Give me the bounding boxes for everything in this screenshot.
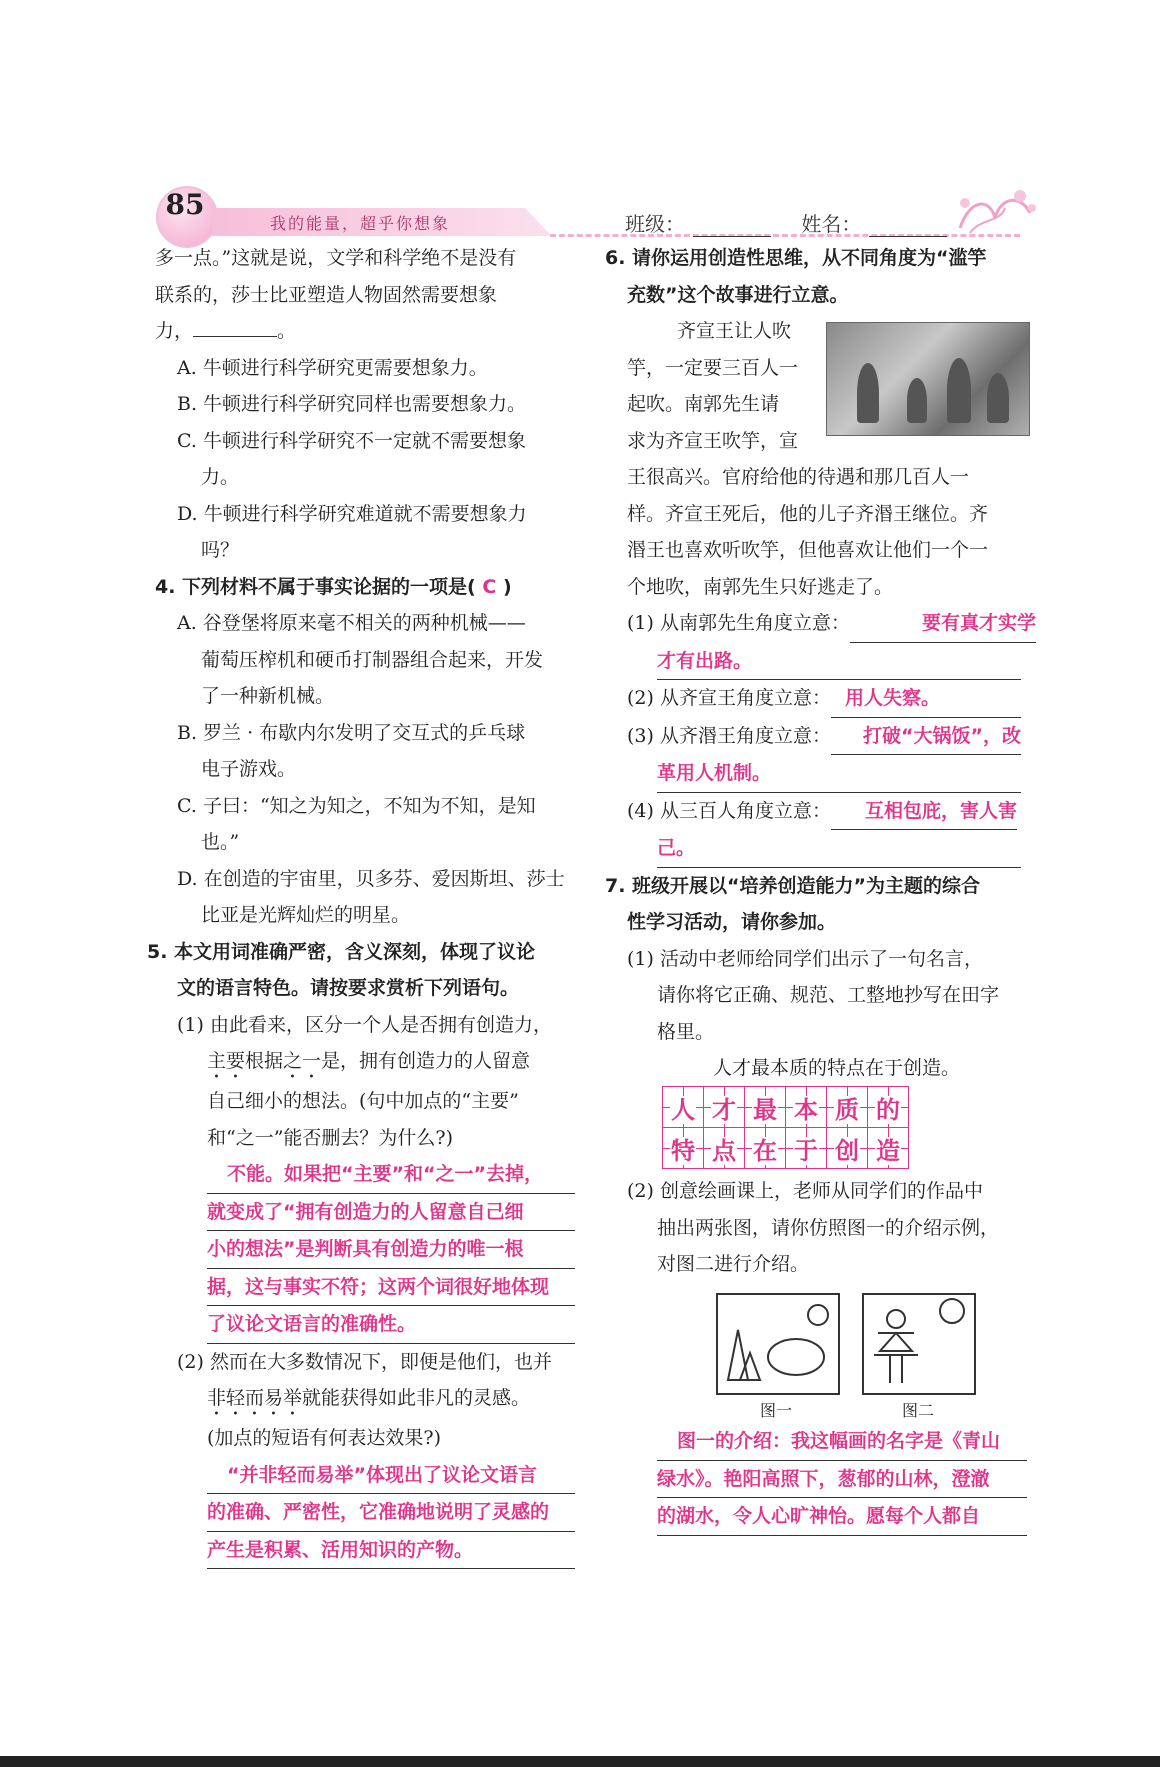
- q5-stem: 5. 本文用词准确严密，含义深刻，体现了议论: [147, 940, 536, 963]
- q7-1-text: (1) 活动中老师给同学们出示了一句名言，: [627, 947, 983, 970]
- class-name-fields: [625, 208, 947, 237]
- class-blank[interactable]: [693, 218, 771, 237]
- q7-1-text: 请你将它正确、规范、工整地抄写在田字: [657, 984, 1000, 1006]
- tianzige-grid: [662, 1086, 909, 1169]
- option-b: B. 牛顿进行科学研究同样也需要想象力。: [177, 393, 527, 415]
- grid-char: 本: [794, 1095, 818, 1124]
- story-text: 求为齐宣王吹竽，宣: [627, 429, 799, 452]
- q5-2-text: (2) 然而在大多数情况下，即便是他们，也并: [177, 1350, 552, 1373]
- option-a: A. 牛顿进行科学研究更需要想象力。: [177, 356, 488, 379]
- answer-line: 的准确、严密性，它准确地说明了灵感的: [207, 1494, 575, 1532]
- answer-line: 产生是积累、活用知识的产物。: [207, 1532, 575, 1570]
- q7-2-text: 抽出两张图，请你仿照图一的介绍示例，: [657, 1216, 1000, 1239]
- left-column: [147, 240, 580, 1569]
- grid-char: 于: [794, 1136, 818, 1165]
- q5-2-answer: [155, 1457, 580, 1495]
- answer-line: 了议论文语言的准确性。: [207, 1306, 575, 1344]
- q7-stem-cont: 性学习活动，请你参加。: [627, 911, 837, 933]
- grid-cell[interactable]: [704, 1087, 745, 1128]
- grid-cell[interactable]: [786, 1128, 827, 1169]
- sun-icon: [808, 1305, 828, 1325]
- answer-line: 就变成了“拥有创造力的人留意自己细: [207, 1194, 575, 1232]
- q7-stem: 7. 班级开展以“培养创造能力”为主题的综合: [605, 874, 981, 897]
- story-text: 个地吹，南郭先生只好逃走了。: [627, 575, 894, 598]
- bottom-edge-bar: [0, 1756, 1160, 1767]
- q4-close: ): [502, 575, 512, 598]
- q5-1-answer: [155, 1156, 580, 1194]
- text-line: 力， 。: [155, 320, 297, 342]
- q4-stem: [155, 569, 580, 606]
- answer-line: 己。: [657, 830, 1021, 868]
- q5-1-dotted: 主要: [207, 1050, 246, 1072]
- grid-cell[interactable]: [827, 1128, 868, 1169]
- q6-item-label: (2) 从齐宣王角度立意：: [627, 687, 831, 709]
- q6-item-label: (1) 从南郭先生角度立意：: [627, 612, 850, 634]
- figure-two-caption: 图二: [902, 1401, 935, 1420]
- text-line: 联系的，莎士比亚塑造人物固然需要想象: [155, 283, 498, 306]
- q5-1-rest: 是，拥有创造力的人留意: [321, 1050, 531, 1072]
- q5-1-text: 自己细小的想法。(句中加点的“主要”: [207, 1090, 519, 1112]
- figure-shape: [987, 373, 1009, 423]
- grid-row: [663, 1087, 909, 1128]
- text-line: 多一点。”这就是说，文学和科学绝不是没有: [155, 247, 517, 269]
- grid-cell[interactable]: [663, 1087, 704, 1128]
- q5-1-answer: [155, 1269, 580, 1307]
- figure-two-drawing: [862, 1293, 976, 1395]
- q7-2-answer: [657, 1498, 1032, 1536]
- q7-1-text: 格里。: [657, 1020, 715, 1043]
- q7-2-text: 对图二进行介绍。: [657, 1253, 810, 1275]
- grid-cell[interactable]: [827, 1087, 868, 1128]
- q6-stem: 6. 请你运用创造性思维，从不同角度为“滥竽: [605, 247, 987, 269]
- grid-cell[interactable]: [745, 1128, 786, 1169]
- story-text: 起吹。南郭先生请: [627, 393, 780, 415]
- q4-option-b: B. 罗兰 · 布歇内尔发明了交互式的乒乓球: [177, 721, 526, 744]
- q5-1-mid: 根据: [245, 1050, 284, 1072]
- figure-one-drawing: [716, 1293, 840, 1395]
- q7-2-answer: [657, 1461, 1032, 1499]
- q4-answer: C: [482, 575, 497, 598]
- q6-item-4: [605, 793, 1035, 831]
- option-c: C. 牛顿进行科学研究不一定就不需要想象: [177, 429, 526, 452]
- grid-cell[interactable]: [868, 1128, 909, 1169]
- grid-char: 特: [671, 1136, 695, 1165]
- grid-cell[interactable]: [786, 1087, 827, 1128]
- grid-char: 质: [835, 1095, 859, 1124]
- quote: 人才最本质的特点在于创造。: [713, 1057, 961, 1079]
- q7-2-answer-block: [657, 1423, 1032, 1536]
- answer-line: 才有出路。: [657, 643, 1021, 681]
- q6-item-4-cont: [605, 830, 1035, 868]
- q7-2-block: [605, 1173, 1035, 1283]
- q5-2-dotted: 非轻而易举: [207, 1387, 303, 1409]
- page-number: 85: [165, 188, 205, 221]
- answer-line: 小的想法”是判断具有创造力的唯一根: [207, 1231, 575, 1269]
- q5-2-rest: 就能获得如此非凡的灵感。: [302, 1387, 531, 1409]
- q4-option-a-cont: 了一种新机械。: [201, 685, 335, 707]
- story-text: 齐宣王让人吹: [677, 320, 792, 342]
- story-illustration: [826, 322, 1030, 436]
- q7-2-answer: [657, 1423, 1032, 1461]
- story-text: 竽，一定要三百人一: [627, 356, 799, 379]
- q5-1-answer: [155, 1306, 580, 1344]
- q5-1-answer: [155, 1231, 580, 1269]
- q4-option-a-cont: 葡萄压榨机和硬币打制器组合起来，开发: [201, 648, 544, 671]
- grid-char: 创: [835, 1136, 859, 1165]
- q6-item-label: (3) 从齐湣王角度立意：: [627, 724, 831, 747]
- grid-char: 在: [753, 1136, 777, 1165]
- grid-char: 才: [712, 1095, 736, 1124]
- q5-1-text: 和“之一”能否删去？为什么?): [207, 1126, 454, 1149]
- answer-line: 互相包庇，害人害: [831, 793, 1017, 831]
- q6-item-label: (4) 从三百人角度立意：: [627, 799, 831, 822]
- person-body-icon: [880, 1333, 912, 1351]
- slogan-text: 我的能量，超乎你想象: [270, 214, 451, 233]
- answer-line: 据，这与事实不符；这两个词很好地体现: [207, 1269, 575, 1307]
- grid-cell[interactable]: [868, 1087, 909, 1128]
- answer-line: “并非轻而易举”体现出了议论文语言: [207, 1457, 575, 1495]
- grid-cell[interactable]: [663, 1128, 704, 1169]
- q5-1-text: [155, 1043, 580, 1083]
- answer-line: 图一的介绍：我这幅画的名字是《青山: [657, 1423, 1027, 1461]
- person-head-icon: [887, 1310, 905, 1328]
- answer-line: 的湖水，令人心旷神怡。愿每个人都自: [657, 1498, 1027, 1536]
- answer-line: 绿水》。艳阳高照下，葱郁的山林，澄澈: [657, 1461, 1027, 1499]
- q5-2-answer: [155, 1532, 580, 1570]
- grid-char: 点: [712, 1136, 736, 1165]
- answer-line: 要有真才实学: [850, 605, 1036, 643]
- grid-char: 最: [753, 1095, 777, 1124]
- q5-2-text: (加点的短语有何表达效果?): [207, 1427, 442, 1449]
- figure-one-caption: 图一: [760, 1401, 793, 1420]
- name-blank[interactable]: [869, 218, 947, 237]
- q6-item-1: [605, 605, 1035, 643]
- lake-icon: [768, 1339, 824, 1375]
- story-text: 王很高兴。官府给他的待遇和那几百人一: [627, 466, 970, 488]
- q5-stem-cont: 文的语言特色。请按要求赏析下列语句。: [177, 977, 520, 999]
- figure-shape: [857, 363, 879, 423]
- q5-1-dotted: 之一: [283, 1050, 322, 1072]
- q6-stem-cont: 充数”这个故事进行立意。: [627, 283, 849, 306]
- option-d-cont: 吗？: [201, 539, 240, 561]
- q6-item-1-cont: [605, 643, 1035, 681]
- answer-line: 用人失察。: [831, 680, 1021, 718]
- mountain-icon: [728, 1330, 748, 1380]
- option-c-cont: 力。: [201, 466, 240, 488]
- class-label: 班级：: [625, 212, 685, 236]
- q4-option-b-cont: 电子游戏。: [201, 758, 297, 780]
- q7-2-text: (2) 创意绘画课上，老师从同学们的作品中: [627, 1180, 983, 1202]
- q6-item-2: [605, 680, 1035, 718]
- grid-cell[interactable]: [745, 1087, 786, 1128]
- q4-option-d: D. 在创造的宇宙里，贝多芬、爱因斯坦、莎士: [177, 867, 565, 890]
- q5-2-text: [155, 1380, 580, 1420]
- text-fragment: 力，: [155, 320, 194, 342]
- q6-item-3: [605, 718, 1035, 756]
- q4-option-a: A. 谷登堡将原来毫不相关的两种机械——: [177, 612, 526, 634]
- q5-1-answer: [155, 1194, 580, 1232]
- grid-row: [663, 1128, 909, 1169]
- q4-option-d-cont: 比亚是光辉灿烂的明星。: [201, 904, 411, 926]
- story-text: 湣王也喜欢听吹竽，但他喜欢让他们一个一: [627, 539, 989, 561]
- grid-cell[interactable]: [704, 1128, 745, 1169]
- grid-char: 的: [876, 1095, 900, 1124]
- flower-ornament-icon: [950, 178, 1040, 248]
- grid-char: 造: [876, 1136, 900, 1165]
- q4-stem-text: 4. 下列材料不属于事实论据的一项是(: [155, 575, 476, 598]
- figure-shape: [907, 378, 927, 423]
- answer-line: 不能。如果把“主要”和“之一”去掉，: [207, 1156, 575, 1194]
- sun-icon: [940, 1299, 964, 1323]
- option-d: D. 牛顿进行科学研究难道就不需要想象力: [177, 502, 527, 525]
- answer-line: 革用人机制。: [657, 755, 1021, 793]
- q4-option-c: C. 子曰：“知之为知之，不知为不知，是知: [177, 794, 536, 817]
- story-text: 样。齐宣王死后，他的儿子齐湣王继位。齐: [627, 502, 989, 525]
- q4-option-c-cont: 也。”: [201, 831, 240, 853]
- name-label: 姓名：: [801, 212, 862, 236]
- page-header: [150, 178, 1030, 248]
- answer-line: 打破“大锅饭”，改: [831, 718, 1021, 756]
- q5-2-answer: [155, 1494, 580, 1532]
- fill-blank[interactable]: [193, 336, 277, 337]
- figure-shape: [947, 358, 971, 423]
- q5-1-text: (1) 由此看来，区分一个人是否拥有创造力，: [177, 1013, 552, 1036]
- q6-item-3-cont: [605, 755, 1035, 793]
- grid-char: 人: [671, 1095, 695, 1124]
